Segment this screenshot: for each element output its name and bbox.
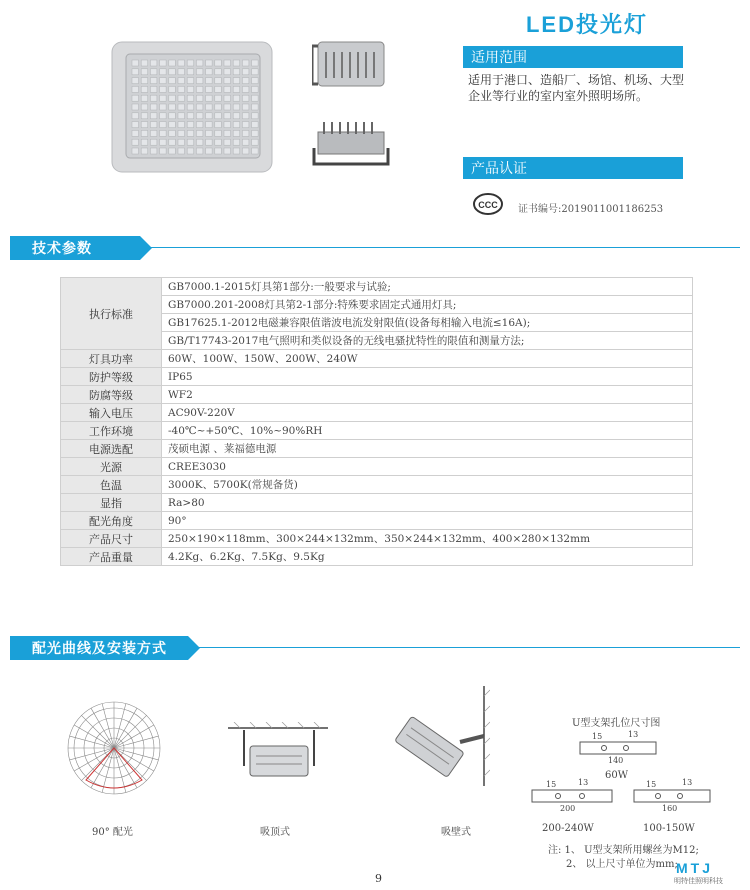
led-cell [132, 113, 139, 119]
spec-row [61, 440, 693, 458]
led-cell [233, 60, 240, 66]
led-cell [252, 130, 259, 136]
led-cell [206, 148, 213, 154]
led-cell [187, 122, 194, 128]
led-cell [169, 130, 176, 136]
led-cell [196, 104, 203, 110]
led-cell [206, 95, 213, 101]
led-cell [169, 113, 176, 119]
spec-value: -40℃~+50℃、10%~90%RH [162, 422, 693, 440]
led-cell [141, 60, 148, 66]
led-cell [196, 122, 203, 128]
led-cell [215, 86, 222, 92]
led-cell [242, 130, 249, 136]
spec-key: 防护等级 [61, 368, 162, 386]
led-cell [252, 139, 259, 145]
led-cell [252, 104, 259, 110]
led-cell [252, 78, 259, 84]
led-cell [178, 104, 185, 110]
spec-row [61, 404, 693, 422]
led-cell [178, 95, 185, 101]
spec-value: Ra>80 [162, 494, 693, 512]
led-cell [132, 130, 139, 136]
led-cell [196, 113, 203, 119]
led-cell [224, 78, 231, 84]
spec-row [61, 350, 693, 368]
polar-caption: 90° 配光 [92, 827, 133, 838]
led-cell [215, 113, 222, 119]
led-cell [187, 86, 194, 92]
led-cell [178, 122, 185, 128]
led-cell [215, 60, 222, 66]
led-cell [141, 69, 148, 75]
led-cell [141, 139, 148, 145]
spec-value: 90° [162, 512, 693, 530]
led-cell [196, 86, 203, 92]
spec-key: 防腐等级 [61, 386, 162, 404]
led-cell [242, 60, 249, 66]
certificate-number: 证书编号:2019011001186253 [518, 204, 664, 215]
spec-key: 电源选配 [61, 440, 162, 458]
led-cell [178, 139, 185, 145]
led-cell [224, 69, 231, 75]
led-cell [187, 130, 194, 136]
note-1: 注: 1、 U型支架所用螺丝为M12; [548, 845, 699, 856]
spec-value: 250×190×118mm、300×244×132mm、350×244×132mm、400×280×132mm [162, 530, 693, 548]
led-cell [160, 95, 167, 101]
led-cell [132, 122, 139, 128]
led-cell [242, 104, 249, 110]
led-cell [242, 78, 249, 84]
ceiling-mount-diagram [228, 722, 328, 794]
led-cell [224, 86, 231, 92]
led-cell [169, 69, 176, 75]
led-cell [187, 113, 194, 119]
led-cell [215, 78, 222, 84]
dim-13-b: 13 [578, 778, 589, 787]
led-cell [196, 95, 203, 101]
product-photo-back [312, 36, 392, 96]
led-cell [160, 113, 167, 119]
led-cell [132, 86, 139, 92]
led-cell [178, 78, 185, 84]
scope-text: 适用于港口、造船厂、场馆、机场、大型企业等行业的室内室外照明场所。 [468, 73, 685, 103]
led-cell [132, 95, 139, 101]
bracket-60w-caption: 60W [605, 770, 629, 781]
spec-row [61, 422, 693, 440]
spec-key: 执行标准 [61, 278, 162, 350]
spec-row [61, 368, 693, 386]
led-cell [206, 113, 213, 119]
led-cell [242, 148, 249, 154]
led-cell [233, 95, 240, 101]
led-cell [252, 122, 259, 128]
led-cell [150, 69, 157, 75]
led-cell [233, 130, 240, 136]
led-cell [150, 78, 157, 84]
spec-row [61, 548, 693, 566]
brand-tagline: 明特佳照明科技 [674, 877, 723, 885]
dim-13-c: 13 [682, 778, 693, 787]
led-cell [252, 95, 259, 101]
led-cell [141, 86, 148, 92]
led-cell [215, 95, 222, 101]
led-cell [252, 86, 259, 92]
spec-key: 工作环境 [61, 422, 162, 440]
ccc-logo-icon [472, 192, 504, 216]
led-cell [187, 148, 194, 154]
led-cell [150, 139, 157, 145]
led-cell [206, 69, 213, 75]
led-cell [141, 113, 148, 119]
led-cell [233, 69, 240, 75]
led-cell [141, 122, 148, 128]
dim-15-b: 15 [546, 780, 557, 789]
led-cell [178, 148, 185, 154]
led-cell [187, 78, 194, 84]
spec-key: 显指 [61, 494, 162, 512]
product-photo-front [108, 38, 278, 178]
led-cell [141, 78, 148, 84]
spec-value: GB/T17743-2017电气照明和类似设备的无线电骚扰特性的限值和测量方法; [162, 332, 693, 350]
spec-value: 茂硕电源 、莱福德电源 [162, 440, 693, 458]
ccc-logo-text: CCC [478, 200, 498, 210]
led-cell [215, 122, 222, 128]
dim-140: 140 [608, 756, 624, 765]
certification-heading: 产品认证 [463, 157, 683, 179]
spec-row [61, 512, 693, 530]
spec-key: 产品尺寸 [61, 530, 162, 548]
led-cell [132, 104, 139, 110]
led-cell [169, 60, 176, 66]
led-cell [150, 86, 157, 92]
polar-diagram [66, 700, 162, 796]
led-cell [187, 69, 194, 75]
led-cell [233, 122, 240, 128]
polar-spoke [70, 748, 114, 760]
led-cell [252, 148, 259, 154]
led-cell [160, 104, 167, 110]
note-2: 2、 以上尺寸单位为mm; [566, 859, 678, 870]
led-cell [169, 104, 176, 110]
led-cell [160, 148, 167, 154]
dim-160: 160 [662, 804, 678, 813]
led-cell [224, 139, 231, 145]
led-cell [233, 148, 240, 154]
led-cell [160, 60, 167, 66]
led-cell [178, 60, 185, 66]
led-cell [215, 104, 222, 110]
led-cell [178, 86, 185, 92]
polar-spoke [114, 704, 126, 748]
spec-key: 光源 [61, 458, 162, 476]
led-cell [187, 60, 194, 66]
led-cell [132, 148, 139, 154]
spec-row [61, 476, 693, 494]
led-cell [233, 139, 240, 145]
led-cell [224, 95, 231, 101]
led-cell [206, 122, 213, 128]
led-cell [141, 148, 148, 154]
spec-row [61, 458, 693, 476]
led-cell [224, 60, 231, 66]
led-cell [215, 130, 222, 136]
led-cell [242, 95, 249, 101]
led-cell [150, 104, 157, 110]
led-cell [206, 60, 213, 66]
ceiling-caption: 吸顶式 [260, 827, 290, 838]
led-cell [215, 69, 222, 75]
led-cell [233, 113, 240, 119]
led-cell [196, 148, 203, 154]
spec-row [61, 530, 693, 548]
led-cell [169, 122, 176, 128]
led-cell [150, 148, 157, 154]
spec-key: 灯具功率 [61, 350, 162, 368]
polar-spoke [102, 704, 114, 748]
polar-spoke [70, 736, 114, 748]
led-cell [160, 122, 167, 128]
bracket-200w-caption: 200-240W [542, 823, 594, 834]
dim-200: 200 [560, 804, 576, 813]
spec-row [61, 278, 693, 296]
led-cell [187, 104, 194, 110]
polar-spoke [114, 736, 158, 748]
led-cell [224, 113, 231, 119]
dim-15-a: 15 [592, 732, 603, 741]
led-cell [206, 130, 213, 136]
led-cell [178, 113, 185, 119]
spec-heading: 技术参数 [10, 236, 140, 260]
led-cell [224, 148, 231, 154]
led-cell [252, 69, 259, 75]
led-cell [169, 148, 176, 154]
led-cell [206, 139, 213, 145]
led-cell [187, 139, 194, 145]
led-cell [242, 139, 249, 145]
led-cell [141, 104, 148, 110]
spec-value: GB7000.1-2015灯具第1部分:一般要求与试验; [162, 278, 693, 296]
led-cell [160, 130, 167, 136]
led-cell [141, 95, 148, 101]
spec-value: AC90V-220V [162, 404, 693, 422]
spec-row [61, 494, 693, 512]
led-cell [178, 130, 185, 136]
bracket-100w-caption: 100-150W [643, 823, 695, 834]
spec-value: CREE3030 [162, 458, 693, 476]
led-cell [233, 78, 240, 84]
wall-caption: 吸壁式 [441, 827, 471, 838]
product-photo-side [312, 118, 392, 168]
led-cell [242, 86, 249, 92]
led-cell [196, 139, 203, 145]
spec-divider [140, 247, 740, 248]
led-cell [160, 86, 167, 92]
spec-key: 产品重量 [61, 548, 162, 566]
bracket-100w-diagram [628, 776, 718, 816]
led-cell [196, 60, 203, 66]
led-cell [196, 78, 203, 84]
bracket-title: U型支架孔位尺寸图 [572, 718, 661, 729]
spec-value: WF2 [162, 386, 693, 404]
install-divider [188, 647, 740, 648]
bracket-200w-diagram [528, 776, 618, 816]
spec-value: 4.2Kg、6.2Kg、7.5Kg、9.5Kg [162, 548, 693, 566]
led-cell [169, 139, 176, 145]
dim-13-a: 13 [628, 730, 639, 739]
wall-mount-diagram [390, 686, 490, 786]
led-cell [160, 139, 167, 145]
led-cell [150, 95, 157, 101]
led-cell [196, 130, 203, 136]
spec-value: GB7000.201-2008灯具第2-1部分:特殊要求固定式通用灯具; [162, 296, 693, 314]
spec-value: 60W、100W、150W、200W、240W [162, 350, 693, 368]
spec-value: GB17625.1-2012电磁兼容限值谐波电流发射限值(设备每相输入电流≤16A); [162, 314, 693, 332]
led-cell [233, 86, 240, 92]
led-cell [215, 139, 222, 145]
led-cell [169, 95, 176, 101]
led-cell [233, 104, 240, 110]
brand-logo: MTJ [676, 860, 713, 876]
led-cell [242, 122, 249, 128]
led-cell [252, 60, 259, 66]
led-cell [206, 78, 213, 84]
led-cell [160, 69, 167, 75]
led-cell [206, 104, 213, 110]
led-cell [224, 122, 231, 128]
spec-row [61, 386, 693, 404]
led-cell [196, 69, 203, 75]
led-cell [206, 86, 213, 92]
led-cell [150, 60, 157, 66]
spec-key: 配光角度 [61, 512, 162, 530]
install-heading: 配光曲线及安装方式 [10, 636, 188, 660]
led-cell [132, 60, 139, 66]
led-cell [160, 78, 167, 84]
polar-spoke [114, 748, 158, 760]
led-cell [242, 113, 249, 119]
led-cell [132, 78, 139, 84]
led-cell [150, 113, 157, 119]
bracket-60w-diagram [574, 728, 664, 768]
led-cell [252, 113, 259, 119]
led-cell [169, 86, 176, 92]
led-cell [169, 78, 176, 84]
led-cell [178, 69, 185, 75]
dim-15-c: 15 [646, 780, 657, 789]
led-cell [224, 130, 231, 136]
led-cell [150, 122, 157, 128]
spec-value: IP65 [162, 368, 693, 386]
led-cell [141, 130, 148, 136]
led-cell [150, 130, 157, 136]
page-title: LED投光灯 [525, 12, 648, 37]
led-cell [132, 139, 139, 145]
page-number: 9 [375, 872, 382, 885]
spec-key: 输入电压 [61, 404, 162, 422]
spec-table [60, 277, 693, 566]
led-cell [132, 69, 139, 75]
led-cell [242, 69, 249, 75]
led-cell [215, 148, 222, 154]
spec-key: 色温 [61, 476, 162, 494]
led-cell [187, 95, 194, 101]
led-cell [224, 104, 231, 110]
scope-heading: 适用范围 [463, 46, 683, 68]
spec-value: 3000K、5700K(常规备货) [162, 476, 693, 494]
